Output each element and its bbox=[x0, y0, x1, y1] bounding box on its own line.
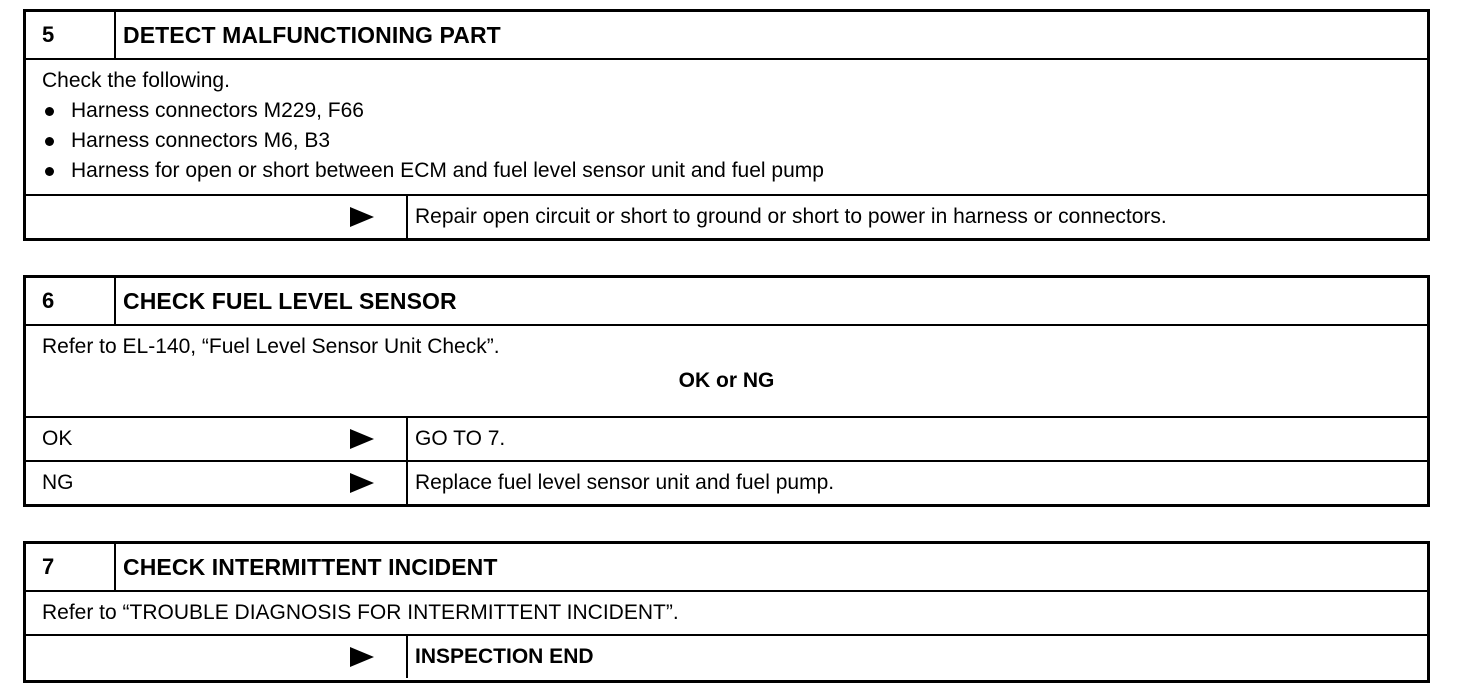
result-condition bbox=[26, 196, 408, 238]
step-title: DETECT MALFUNCTIONING PART bbox=[123, 21, 501, 48]
step-body bbox=[26, 326, 1427, 416]
intro-text: Check the following. bbox=[42, 69, 230, 92]
result-label: OK bbox=[42, 427, 73, 450]
result-action: GO TO 7. bbox=[415, 427, 506, 450]
step-title: CHECK FUEL LEVEL SENSOR bbox=[123, 287, 457, 314]
step-body bbox=[26, 60, 1427, 194]
list-item bbox=[42, 126, 1427, 156]
result-action: INSPECTION END bbox=[415, 645, 594, 668]
bullet-icon bbox=[45, 107, 54, 116]
bullet-text: Harness connectors M6, B3 bbox=[71, 129, 331, 152]
step-6-table bbox=[23, 275, 1430, 507]
bullet-text: Harness for open or short between ECM and fuel level sensor unit and fuel pump bbox=[71, 159, 824, 182]
bullet-icon bbox=[45, 137, 54, 146]
step-number: 6 bbox=[26, 278, 116, 324]
step-7-body bbox=[26, 590, 1427, 634]
bullet-icon bbox=[45, 167, 54, 176]
arrow-right-icon bbox=[350, 473, 374, 493]
instruction-text: Refer to “TROUBLE DIAGNOSIS FOR INTERMITTENT INCIDENT”. bbox=[42, 601, 679, 624]
step-5-header bbox=[26, 12, 1427, 58]
step-7-table bbox=[23, 541, 1430, 683]
step-number: 5 bbox=[26, 12, 116, 58]
step-number: 7 bbox=[26, 544, 116, 590]
bullet-text: Harness connectors M229, F66 bbox=[71, 99, 364, 122]
step-6-body bbox=[26, 324, 1427, 416]
result-row bbox=[26, 194, 1427, 238]
arrow-right-icon bbox=[350, 647, 374, 667]
instruction-text: Refer to EL-140, “Fuel Level Sensor Unit Check”. bbox=[42, 335, 500, 358]
result-row-ok bbox=[26, 416, 1427, 460]
result-action: Repair open circuit or short to ground or short to power in harness or connectors. bbox=[415, 205, 1167, 228]
list-item bbox=[42, 156, 1427, 186]
step-5-table bbox=[23, 9, 1430, 241]
result-condition bbox=[26, 418, 408, 460]
arrow-right-icon bbox=[350, 207, 374, 227]
result-condition bbox=[26, 462, 408, 504]
list-item bbox=[42, 96, 1427, 126]
result-label: NG bbox=[42, 471, 74, 494]
arrow-right-icon bbox=[350, 429, 374, 449]
step-title: CHECK INTERMITTENT INCIDENT bbox=[123, 553, 498, 580]
step-5-body bbox=[26, 58, 1427, 194]
result-condition bbox=[26, 636, 408, 678]
step-7-header bbox=[26, 544, 1427, 590]
step-body bbox=[26, 592, 1427, 634]
judgement-label: OK or NG bbox=[678, 369, 775, 392]
result-row bbox=[26, 634, 1427, 678]
result-row-ng bbox=[26, 460, 1427, 504]
step-6-header bbox=[26, 278, 1427, 324]
result-action: Replace fuel level sensor unit and fuel pump. bbox=[415, 471, 835, 494]
